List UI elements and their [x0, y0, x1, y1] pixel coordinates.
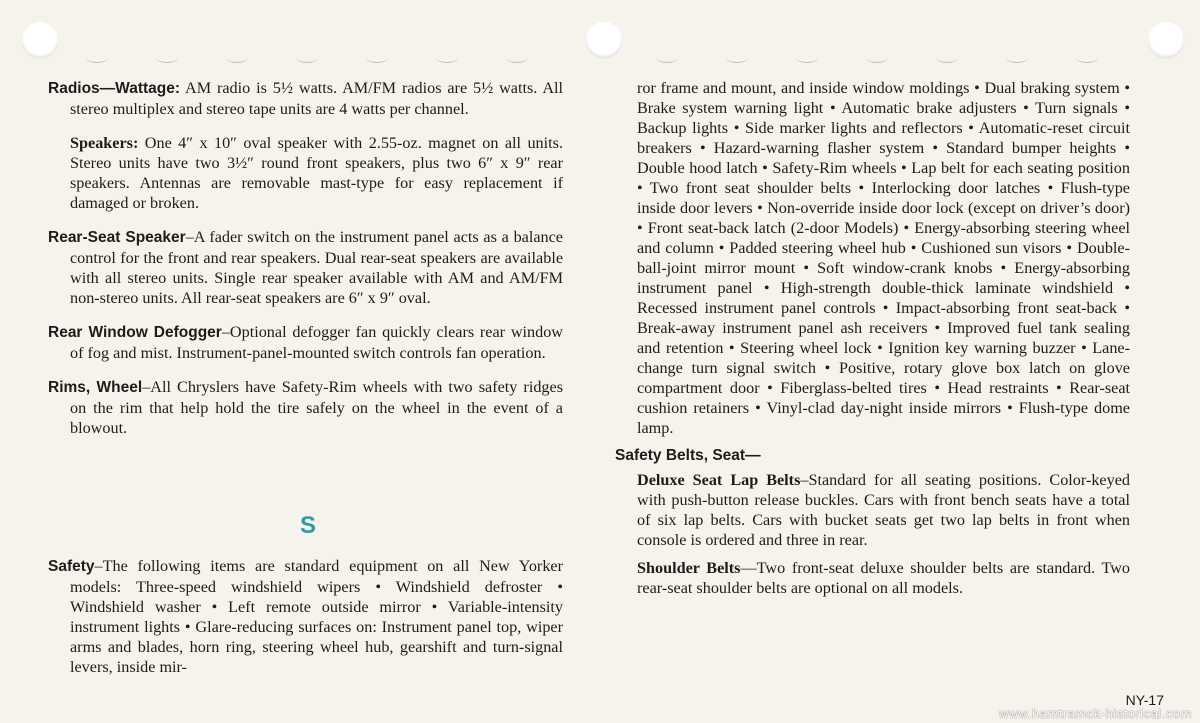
watermark: www.hamtramck-historical.com [998, 706, 1192, 721]
binder-notch [726, 52, 748, 63]
entry-heading: Shoulder Belts [637, 559, 741, 577]
binder-notch [86, 52, 108, 63]
binder-notch [1006, 52, 1028, 63]
rims-wheel-entry [48, 377, 563, 438]
entry-heading: Rear-Seat Speaker [48, 229, 186, 246]
binder-notch [436, 52, 458, 63]
right-column [615, 78, 1130, 606]
lap-belts-entry [615, 470, 1130, 550]
binder-hole [586, 22, 622, 58]
left-column [48, 78, 563, 452]
binder-notch [796, 52, 818, 63]
entry-text: AM radio is 5½ watts. AM/FM radios are 5½ watts. All stereo multiplex and stereo tape units are 4 watts per channel. [70, 79, 563, 118]
binder-hole [1148, 22, 1184, 58]
section-letter: S [300, 512, 317, 539]
page-number: NY-17 [1125, 692, 1164, 708]
speakers-entry [48, 133, 563, 213]
rear-window-defogger-entry [48, 322, 563, 363]
binder-notch [936, 52, 958, 63]
entry-text: —Two front-seat deluxe shoulder belts are standard. Two rear-seat shoulder belts are optional on all models. [637, 559, 1130, 597]
binder-notch [296, 52, 318, 63]
binder-holes [0, 22, 1200, 62]
binder-notch [866, 52, 888, 63]
safety-entry [48, 556, 563, 677]
entry-text: –All Chryslers have Safety-Rim wheels with two safety ridges on the rim that help hold the tire safely on the wheel in the event of a blowout. [70, 378, 563, 437]
entry-text: One 4″ x 10″ oval speaker with 2.55-oz. magnet on all units. Stereo units have two 3½″ round front speakers, plus two 6″ x 9″ rear speakers. Antennas are removable mast-type for easy replacement if damaged or broken. [70, 134, 563, 212]
binder-notch [506, 52, 528, 63]
binder-notch [366, 52, 388, 63]
binder-hole [22, 22, 58, 58]
rear-seat-speaker-entry [48, 227, 563, 308]
entry-heading: Rims, Wheel [48, 379, 143, 396]
entry-heading: Safety [48, 558, 95, 575]
shoulder-belts-entry [615, 558, 1130, 598]
radios-wattage-entry [48, 78, 563, 119]
entry-text: –Optional defogger fan quickly clears rear window of fog and mist. Instrument-panel-mounted switch controls fan operation. [70, 323, 563, 362]
entry-text: –The following items are standard equipment on all New Yorker models: Three-speed windshield wipers • Windshield defroster • Windshield washer • Left remote outside mirror • Variable-intensity instrument lights • Glare-reducing surfaces on: Instrument panel top, wiper arms and blades, horn ring, steering wheel hub, gearshift and turn-signal levers, inside mir- [70, 557, 563, 676]
entry-heading: Radios—Wattage: [48, 80, 181, 97]
safety-belts-heading: Safety Belts, Seat— [615, 447, 761, 464]
entry-text: –Standard for all seating positions. Color-keyed with push-button release buckles. Cars with front bench seats have a total of six lap belts. Cars with bucket seats get two lap belts in front when console is ordered and three in rear. [637, 471, 1130, 549]
entry-text: –A fader switch on the instrument panel acts as a balance control for the front and rear speakers. Dual rear-seat speakers are available with all stereo units. Single rear speaker available with AM and AM/FM non-stereo units. All rear-seat speakers are 6″ x 9″ oval. [70, 228, 563, 307]
entry-heading: Deluxe Seat Lap Belts [637, 471, 801, 489]
entry-heading: Speakers: [70, 134, 139, 152]
binder-notch [156, 52, 178, 63]
entry-heading: Rear Window Defogger [48, 324, 222, 341]
safety-column [48, 556, 563, 691]
safety-continued-text: ror frame and mount, and inside window moldings • Dual braking system • Brake system warning light • Automatic brake adjusters • Turn signals • Backup lights • Side marker lights and reflectors • Automatic-reset circuit breakers • Hazard-warning flasher system • Standard bumper heights • Double hood latch • Safety-Rim wheels • Lap belt for each seating position • Two front seat shoulder belts • Interlocking door latches • Flush-type inside door levers • Non-override inside door lock (except on driver’s door) • Front seat-back latch (2-door Models) • Energy-absorbing steering wheel and column • Padded steering wheel hub • Cushioned sun visors • Double-ball-joint mirror mount • Soft window-crank knobs • Energy-absorbing instrument panel • High-strength double-thick laminate windshield • Recessed instrument panel controls • Impact-absorbing front seat-back • Break-away instrument panel ash receivers • Improved fuel tank sealing and retention • Steering wheel lock • Ignition key warning buzzer • Lane-change turn signal switch • Positive, rotary glove box latch on glove compartment door • Fiberglass-belted tires • Head restraints • Rear-seat cushion retainers • Vinyl-clad day-night inside mirrors • Flush-type dome lamp. [637, 79, 1130, 437]
binder-notch [226, 52, 248, 63]
binder-notch [656, 52, 678, 63]
binder-notch [1076, 52, 1098, 63]
